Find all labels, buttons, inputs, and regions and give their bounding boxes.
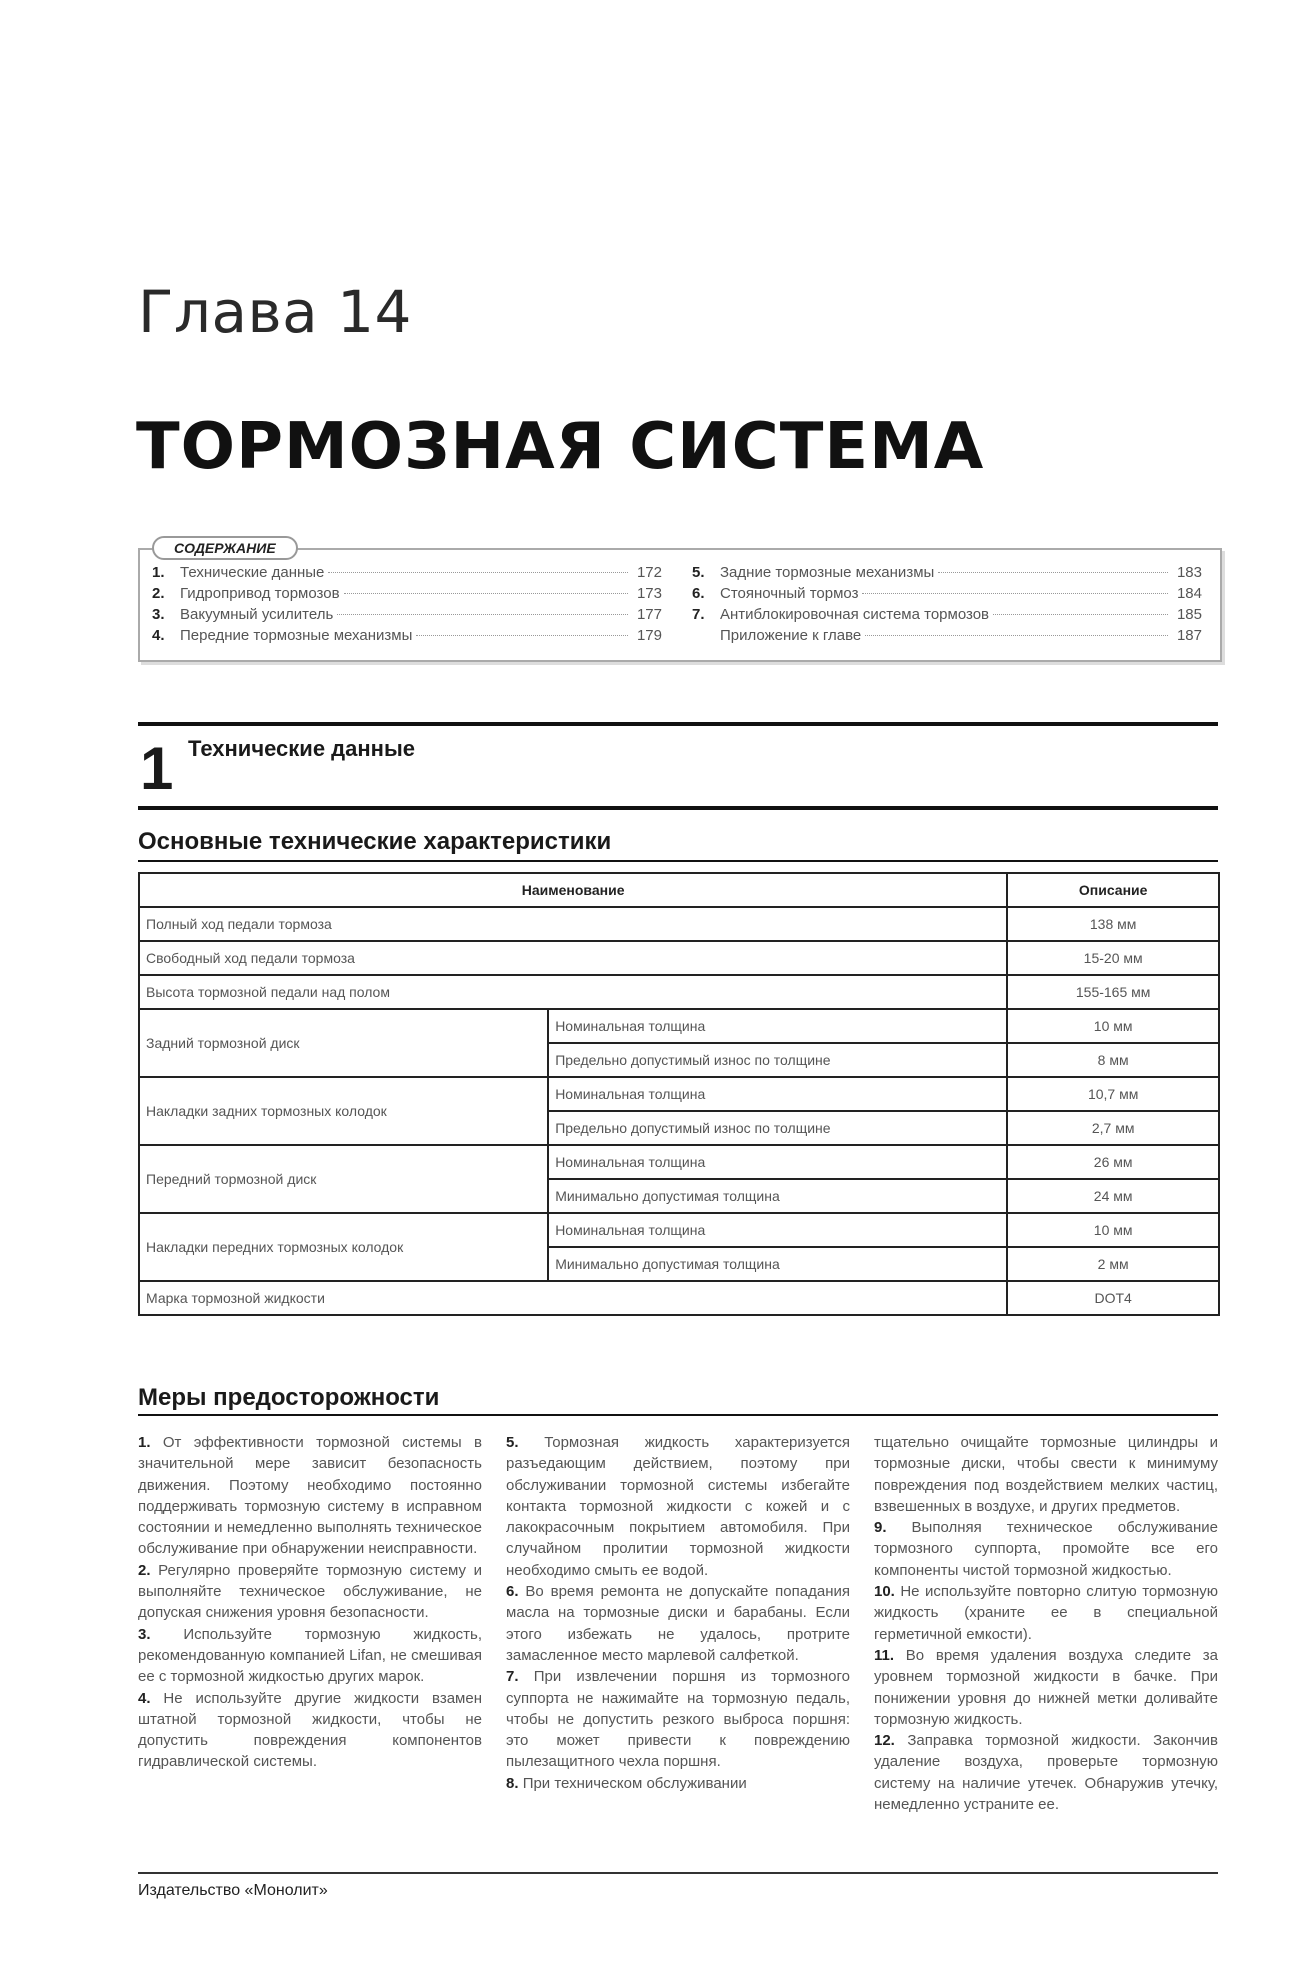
precaution-number: 2. xyxy=(138,1561,151,1579)
precaution-item xyxy=(874,1645,1218,1730)
precautions-columns xyxy=(138,1432,1218,1832)
precaution-item xyxy=(874,1581,1218,1645)
section-rule-bottom xyxy=(138,806,1218,810)
toc-entry xyxy=(692,606,1202,627)
toc-entry xyxy=(692,585,1202,606)
precaution-item xyxy=(874,1432,1218,1517)
precaution-item xyxy=(874,1730,1218,1815)
precaution-number: 7. xyxy=(506,1668,519,1686)
precaution-number: 9. xyxy=(874,1519,887,1537)
spec-name: Полный ход педали тормоза xyxy=(139,907,1007,941)
precaution-item xyxy=(506,1666,850,1772)
precaution-text: тщательно очищайте тормозные цилиндры и тормозные диски, чтобы свести к минимуму повреждения под воздействием мелких частиц, взвешенных в воздухе, и других предметов. xyxy=(874,1434,1218,1515)
toc-entry-page: 179 xyxy=(636,627,662,644)
spec-param: Минимально допустимая толщина xyxy=(548,1247,1007,1281)
toc-entry xyxy=(692,627,1202,648)
toc-entry-page: 184 xyxy=(1176,585,1202,602)
toc-entry-title: Технические данные xyxy=(180,564,325,581)
toc-entry-page: 185 xyxy=(1176,606,1202,623)
toc-leader-dots xyxy=(993,614,1168,615)
precaution-text: Тормозная жидкость характеризуется разъедающим действием, поэтому при обслуживании тормозной системы избегайте контакта тормозной жидкости с кожей и с лакокрасочным покрытием автомобиля. При случайном пролитии тормозной жидкости необходимо смыть ее водой. xyxy=(506,1434,850,1579)
chapter-number: Глава 14 xyxy=(138,278,412,346)
spec-name: Свободный ход педали тормоза xyxy=(139,941,1007,975)
spec-table xyxy=(138,872,1220,1316)
toc-entry-title: Вакуумный усилитель xyxy=(180,606,334,623)
spec-row xyxy=(139,1281,1219,1315)
publisher-footer: Издательство «Монолит» xyxy=(138,1882,328,1899)
toc-leader-dots xyxy=(416,635,628,636)
toc-entry-number: 7. xyxy=(692,606,705,623)
precaution-text: Выполняя техническое обслуживание тормозного суппорта, промойте все его компоненты чистой тормозной жидкостью. xyxy=(874,1519,1218,1579)
precautions-column-1 xyxy=(138,1432,482,1773)
precaution-text: Заправка тормозной жидкости. Закончив удаление воздуха, проверьте тормозную систему на наличие утечек. Обнаружив утечку, немедленно устраните ее. xyxy=(874,1732,1219,1814)
spec-value: 26 мм xyxy=(1007,1145,1219,1179)
spec-row xyxy=(139,1077,1219,1111)
chapter-title: ТОРМОЗНАЯ СИСТЕМА xyxy=(136,410,985,484)
spec-value: 155-165 мм xyxy=(1007,975,1219,1009)
spec-value: 8 мм xyxy=(1007,1043,1219,1077)
spec-heading-rule xyxy=(138,860,1218,862)
precaution-item xyxy=(874,1517,1218,1581)
toc-entry-title: Передние тормозные механизмы xyxy=(180,627,413,644)
toc-leader-dots xyxy=(865,635,1168,636)
precaution-item xyxy=(138,1624,482,1688)
spec-value: DOT4 xyxy=(1007,1281,1219,1315)
toc-entry-number: 3. xyxy=(152,606,165,623)
section-title: Технические данные xyxy=(188,736,415,761)
toc-leader-dots xyxy=(328,572,628,573)
spec-name: Марка тормозной жидкости xyxy=(139,1281,1007,1315)
spec-value: 10 мм xyxy=(1007,1009,1219,1043)
toc-leader-dots xyxy=(337,614,628,615)
precaution-text: Во время удаления воздуха следите за уровнем тормозной жидкости в бачке. При понижении уровня до нижней метки доливайте тормозную жидкость. xyxy=(874,1646,1219,1728)
precaution-number: 1. xyxy=(138,1434,151,1451)
precaution-number: 10. xyxy=(874,1583,895,1601)
precautions-column-2 xyxy=(506,1432,850,1794)
footer-rule xyxy=(138,1872,1218,1874)
precaution-text: При извлечении поршня из тормозного суппорта не нажимайте на тормозную педаль, чтобы не допустить резкого выброса поршня: это может привести к повреждению пылезащитного чехла поршня. xyxy=(506,1668,850,1771)
toc-entry-number: 1. xyxy=(152,564,165,581)
toc-entry-page: 187 xyxy=(1176,627,1202,644)
precaution-item xyxy=(138,1688,482,1773)
toc-entry-title: Гидропривод тормозов xyxy=(180,585,340,602)
toc-column-left xyxy=(152,564,662,648)
spec-param: Номинальная толщина xyxy=(548,1145,1007,1179)
precautions-heading: Меры предосторожности xyxy=(138,1384,440,1411)
spec-param: Минимально допустимая толщина xyxy=(548,1179,1007,1213)
toc-entry xyxy=(692,564,1202,585)
spec-value: 10 мм xyxy=(1007,1213,1219,1247)
toc-entry xyxy=(152,585,662,606)
spec-param: Номинальная толщина xyxy=(548,1077,1007,1111)
toc-entry-title: Приложение к главе xyxy=(720,627,862,644)
precaution-item xyxy=(506,1581,850,1666)
spec-value: 15-20 мм xyxy=(1007,941,1219,975)
toc-leader-dots xyxy=(862,593,1168,594)
spec-value: 10,7 мм xyxy=(1007,1077,1219,1111)
section-number: 1 xyxy=(140,735,174,802)
section-rule-top xyxy=(138,722,1218,726)
table-of-contents xyxy=(138,540,1222,662)
toc-entry-number: 5. xyxy=(692,564,705,581)
spec-group-name: Передний тормозной диск xyxy=(139,1145,548,1213)
precaution-item xyxy=(506,1432,850,1581)
spec-heading: Основные технические характеристики xyxy=(138,828,612,855)
toc-leader-dots xyxy=(344,593,628,594)
precaution-item xyxy=(138,1432,482,1560)
spec-name: Высота тормозной педали над полом xyxy=(139,975,1007,1009)
toc-entry-page: 172 xyxy=(636,564,662,581)
toc-entry-number: 2. xyxy=(152,585,165,602)
toc-entry xyxy=(152,627,662,648)
precaution-text: Используйте тормозную жидкость, рекомендованную компанией Lifan, не смешивая ее с тормозной жидкостью других марок. xyxy=(138,1625,483,1686)
spec-row xyxy=(139,1009,1219,1043)
precaution-item xyxy=(506,1773,850,1794)
spec-value: 2,7 мм xyxy=(1007,1111,1219,1145)
spec-param: Номинальная толщина xyxy=(548,1213,1007,1247)
spec-group-name: Накладки передних тормозных колодок xyxy=(139,1213,548,1281)
spec-param: Номинальная толщина xyxy=(548,1009,1007,1043)
spec-group-name: Задний тормозной диск xyxy=(139,1009,548,1077)
spec-param: Предельно допустимый износ по толщине xyxy=(548,1043,1007,1077)
toc-entry-page: 177 xyxy=(636,606,662,623)
spec-row xyxy=(139,975,1219,1009)
toc-leader-dots xyxy=(938,572,1168,573)
precaution-number: 6. xyxy=(506,1583,519,1601)
spec-value: 138 мм xyxy=(1007,907,1219,941)
toc-entry xyxy=(152,564,662,585)
toc-entry-title: Задние тормозные механизмы xyxy=(720,564,935,581)
toc-entry-page: 173 xyxy=(636,585,662,602)
spec-row xyxy=(139,1213,1219,1247)
toc-entry xyxy=(152,606,662,627)
spec-row xyxy=(139,941,1219,975)
precaution-number: 11. xyxy=(874,1646,895,1664)
precaution-item xyxy=(138,1560,482,1624)
spec-col-desc: Описание xyxy=(1007,873,1219,907)
spec-col-name: Наименование xyxy=(139,873,1007,907)
toc-entry-number: 4. xyxy=(152,627,165,644)
toc-entry-title: Стояночный тормоз xyxy=(720,585,859,602)
toc-entry-title: Антиблокировочная система тормозов xyxy=(720,606,990,623)
precaution-number: 8. xyxy=(506,1774,519,1792)
precautions-column-3 xyxy=(874,1432,1218,1815)
toc-column-right xyxy=(692,564,1202,648)
precaution-text: От эффективности тормозной системы в значительной мере зависит безопасность движения. Поэтому необходимо постоянно поддерживать тормозную систему в исправном состоянии и немедленно выполнять техническое обслуживание при обнаружении неисправности. xyxy=(138,1434,482,1558)
spec-value: 24 мм xyxy=(1007,1179,1219,1213)
spec-value: 2 мм xyxy=(1007,1247,1219,1281)
precautions-heading-rule xyxy=(138,1414,1218,1416)
toc-entry-number: 6. xyxy=(692,585,705,602)
precaution-number: 4. xyxy=(138,1689,151,1707)
spec-header-row xyxy=(139,873,1219,907)
spec-row xyxy=(139,1145,1219,1179)
precaution-text: Регулярно проверяйте тормозную систему и выполняйте техническое обслуживание, не допуская снижения уровня безопасности. xyxy=(138,1561,483,1622)
precaution-number: 5. xyxy=(506,1434,519,1451)
precaution-text: Не используйте повторно слитую тормозную жидкость (храните ее в специальной герметичной емкости). xyxy=(874,1583,1218,1643)
spec-group-name: Накладки задних тормозных колодок xyxy=(139,1077,548,1145)
precaution-text: Не используйте другие жидкости взамен штатной тормозной жидкости, чтобы не допустить повреждения компонентов гидравлической системы. xyxy=(138,1689,482,1771)
precaution-text: При техническом обслуживании xyxy=(522,1774,747,1792)
toc-entry-page: 183 xyxy=(1176,564,1202,581)
toc-label: СОДЕРЖАНИЕ xyxy=(152,536,298,560)
spec-row xyxy=(139,907,1219,941)
precaution-text: Во время ремонта не допускайте попадания масла на тормозные диски и барабаны. Если этого избежать не удалось, протрите замасленное место марлевой салфеткой. xyxy=(506,1583,850,1664)
spec-param: Предельно допустимый износ по толщине xyxy=(548,1111,1007,1145)
precaution-number: 12. xyxy=(874,1732,895,1750)
precaution-number: 3. xyxy=(138,1625,151,1643)
